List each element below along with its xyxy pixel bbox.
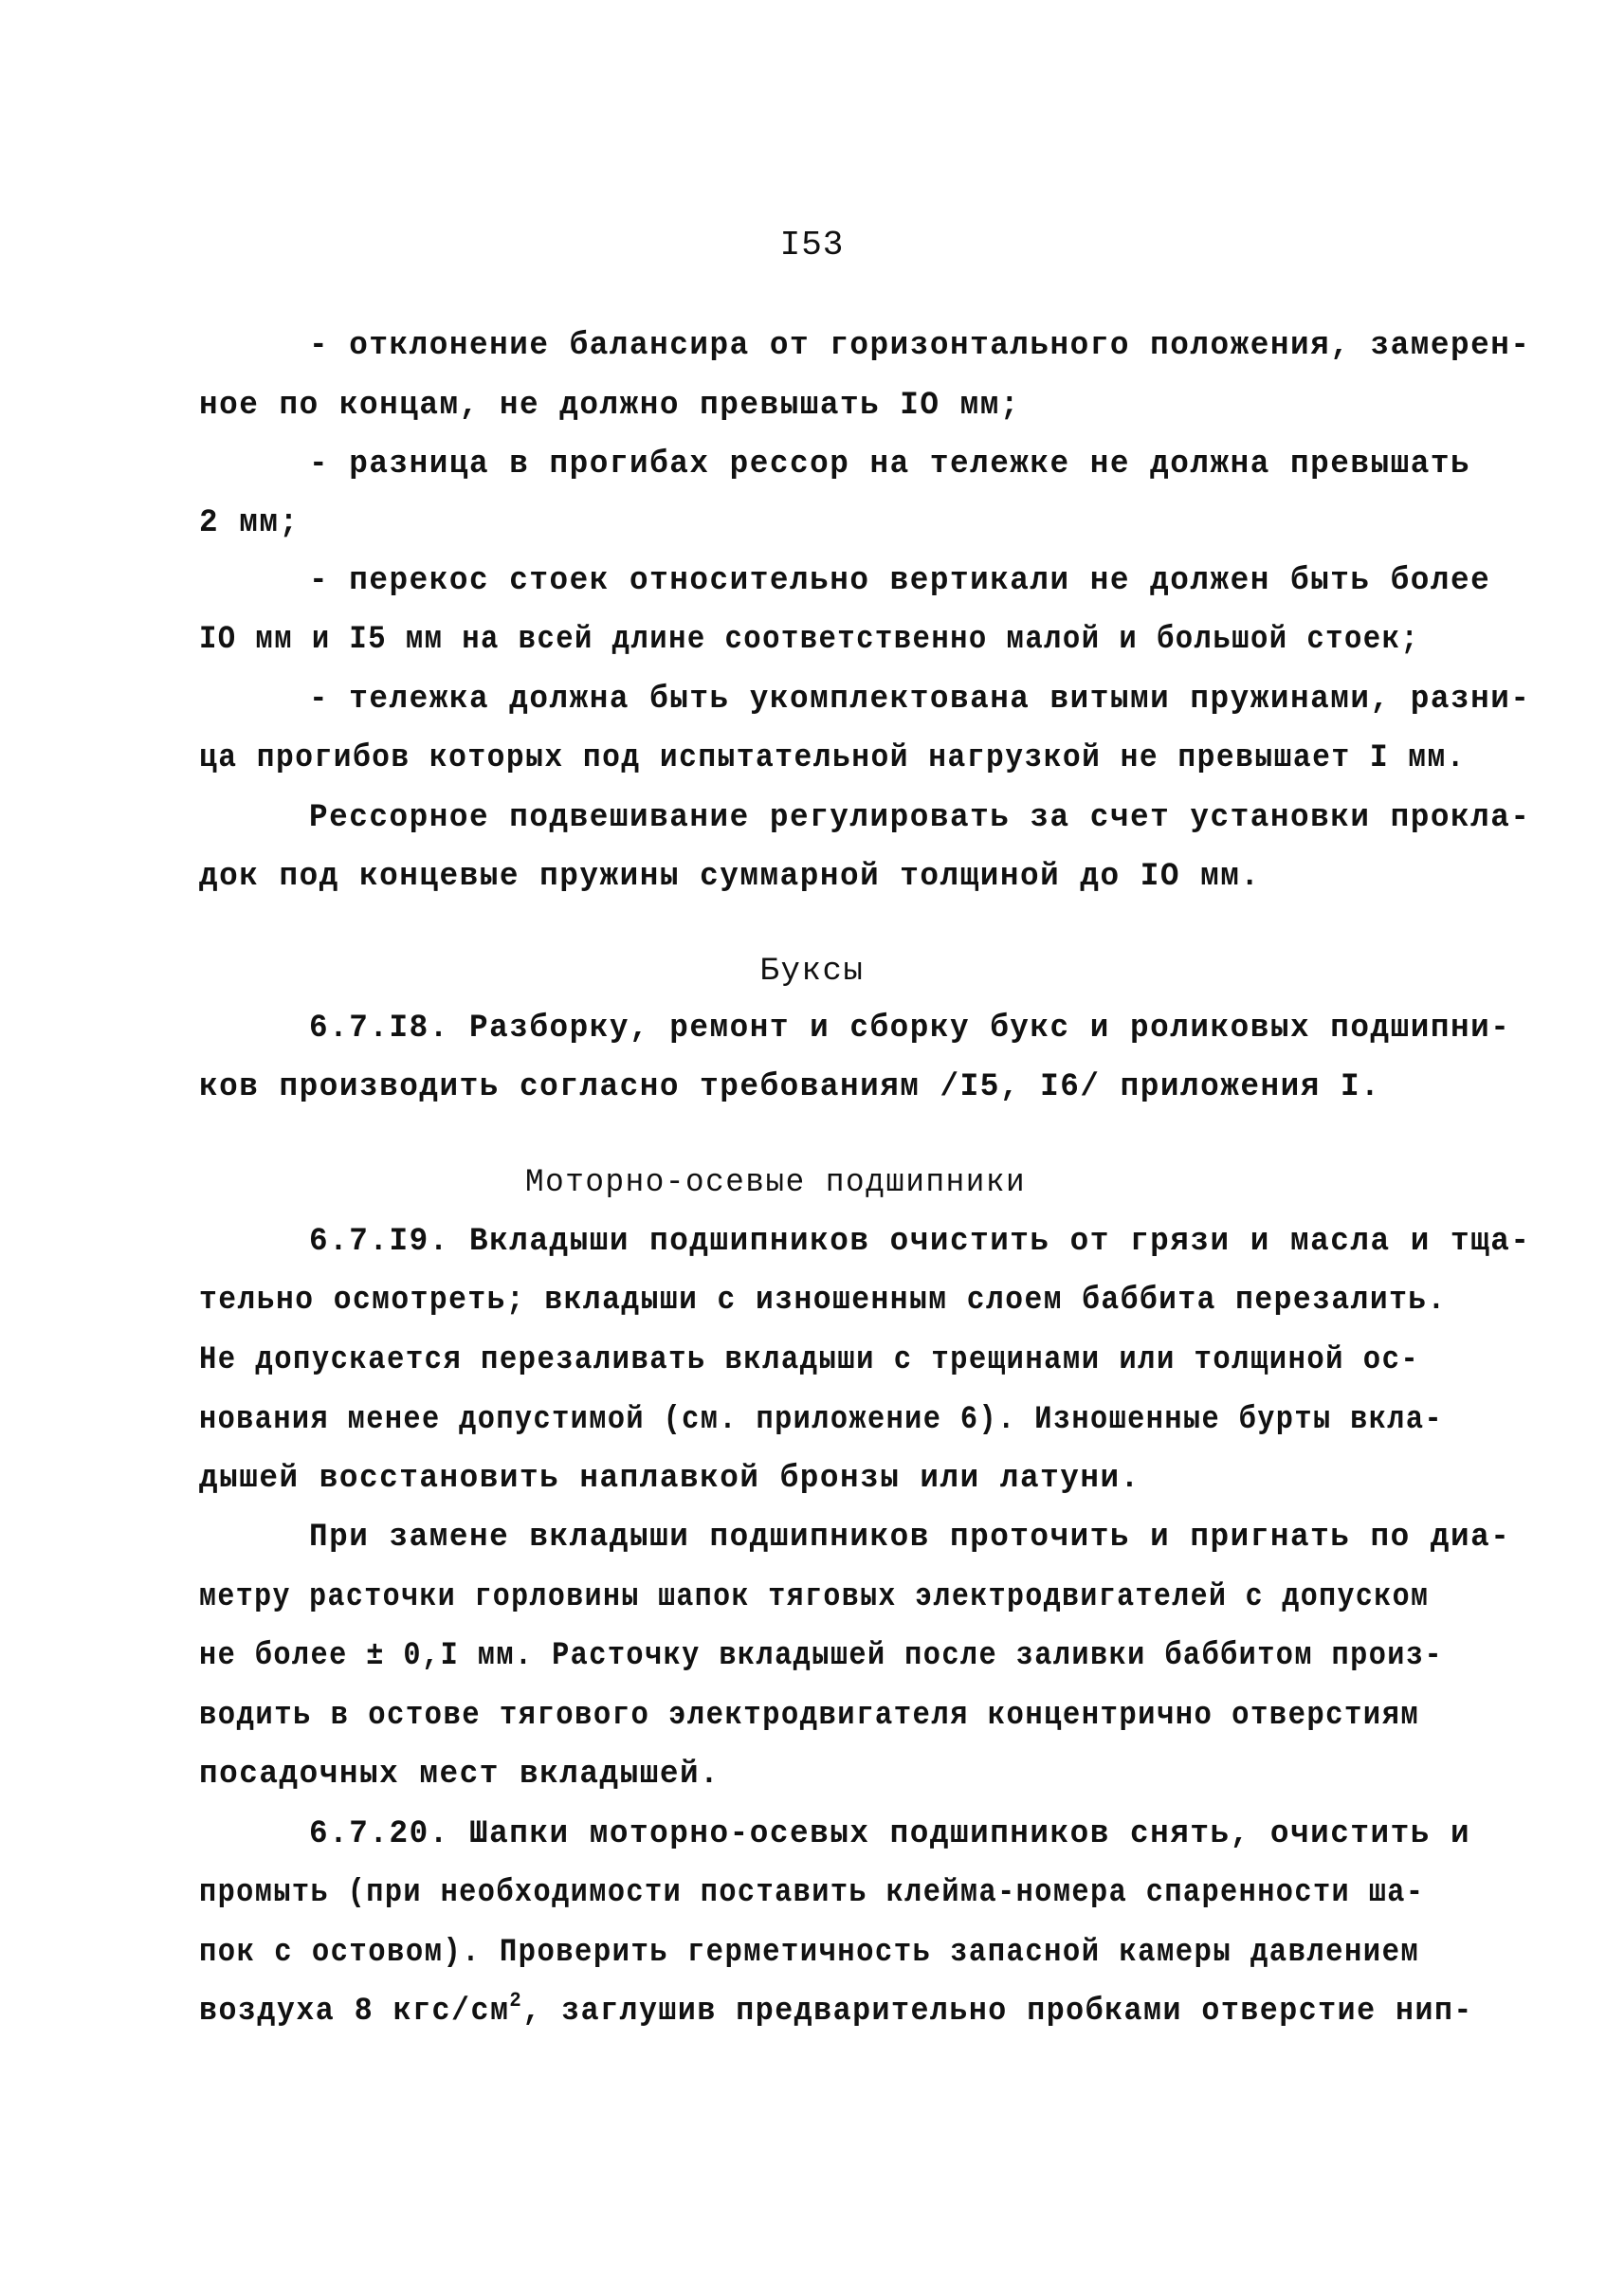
text-line: промыть (при необходимости поставить клейма-номера спаренности ша- xyxy=(199,1875,1425,1911)
text-line: - перекос стоек относительно вертикали не должен быть более xyxy=(309,563,1491,599)
text-line: водить в остове тягового электродвигателя концентрично отверстиям xyxy=(199,1698,1420,1734)
text-line: дышей восстановить наплавкой бронзы или латуни. xyxy=(199,1461,1140,1497)
text-line: - отклонение балансира от горизонтального положения, замерен- xyxy=(309,328,1531,364)
text-line: док под концевые пружины суммарной толщиной до IO мм. xyxy=(199,859,1261,895)
text-line: тельно осмотреть; вкладыши с изношенным слоем баббита перезалить. xyxy=(199,1283,1447,1319)
text-line: 6.7.I9. Вкладыши подшипников очистить от грязи и масла и тща- xyxy=(309,1224,1531,1260)
text-fragment: воздуха 8 кгс/см xyxy=(199,1994,510,2030)
text-line: - разница в прогибах рессор на тележке не должна превышать xyxy=(309,446,1471,483)
text-line: IO мм и I5 мм на всей длине соответственно малой и большой стоек; xyxy=(199,622,1420,658)
section-heading-motor-axle-bearings: Моторно-осевые подшипники xyxy=(525,1165,1027,1201)
text-line: посадочных мест вкладышей. xyxy=(199,1757,721,1793)
text-line: ца прогибов которых под испытательной нагрузкой не превышает I мм. xyxy=(199,740,1467,776)
text-line: 6.7.20. Шапки моторно-осевых подшипников снять, очистить и xyxy=(309,1816,1471,1852)
page-number: I53 xyxy=(779,226,845,264)
text-line: Рессорное подвешивание регулировать за счет установки прокла- xyxy=(309,800,1531,836)
text-line: метру расточки горловины шапок тяговых электродвигателей с допуском xyxy=(199,1579,1430,1615)
text-line: пок с остовом). Проверить герметичность запасной камеры давлением xyxy=(199,1935,1420,1971)
text-fragment: , заглушив предварительно пробками отверстие нип- xyxy=(522,1994,1473,2030)
superscript-exponent: 2 xyxy=(509,1989,523,2013)
text-line: не более ± 0,I мм. Расточку вкладышей после заливки баббитом произ- xyxy=(199,1638,1444,1674)
section-heading-buksy: Буксы xyxy=(759,954,865,990)
text-line-with-superscript xyxy=(199,1989,1473,2031)
text-line: При замене вкладыши подшипников проточить и пригнать по диа- xyxy=(309,1520,1511,1556)
text-line: 6.7.I8. Разборку, ремонт и сборку букс и роликовых подшипни- xyxy=(309,1011,1511,1047)
text-line: Не допускается перезаливать вкладыши с трещинами или толщиной ос- xyxy=(199,1342,1420,1378)
text-line: 2 мм; xyxy=(199,505,300,541)
text-line: ное по концам, не должно превышать IO мм; xyxy=(199,388,1021,424)
text-line: нования менее допустимой (см. приложение 6). Изношенные бурты вкла- xyxy=(199,1402,1444,1438)
text-line: ков производить согласно требованиям /I5, I6/ приложения I. xyxy=(199,1069,1381,1105)
text-line: - тележка должна быть укомплектована витыми пружинами, разни- xyxy=(309,682,1531,718)
